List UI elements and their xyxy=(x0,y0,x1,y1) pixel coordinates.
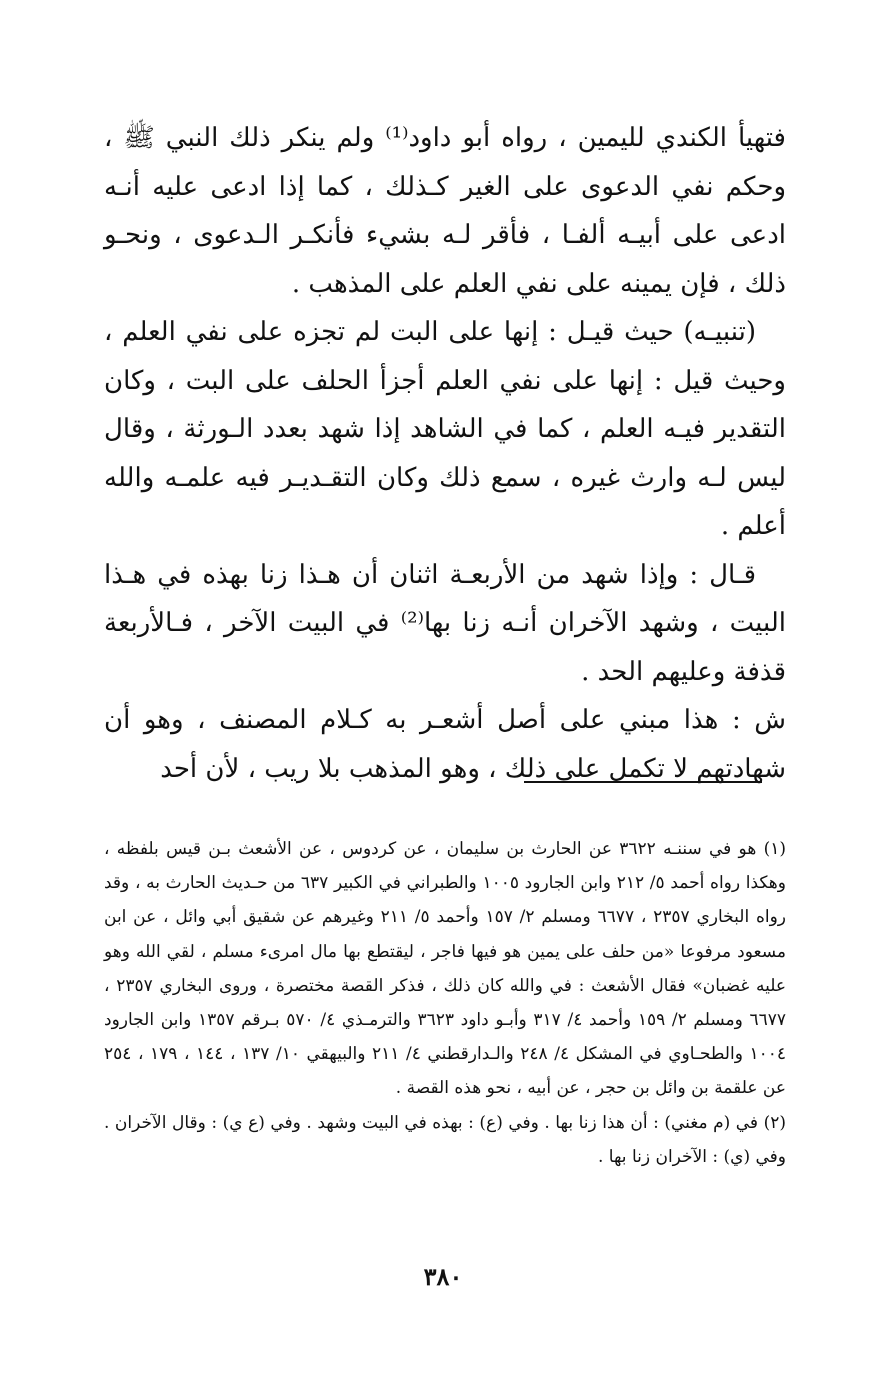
footnote-separator xyxy=(524,781,762,783)
footnotes xyxy=(104,832,786,1174)
page-number: ٣٨٠ xyxy=(423,1262,463,1291)
main-text xyxy=(104,114,786,793)
body-paragraph-3: قـال : وإذا شهد من الأربعـة اثنان أن هـذا زنا بهذه في هـذا البيت ، وشهد الآخران أنـه زنا بها⁽²⁾ في البيت الآخر ، فـالأربعة قذفة وعليهم الحد . xyxy=(104,559,787,687)
footnote-2: (٢) في (م مغني) : أن هذا زنا بها . وفي (ع) : بهذه في البيت وشهد . وفي (ع ي) : وقال الآخران . وفي (ي) : الآخران زنا بها . xyxy=(104,1112,786,1167)
footnote-1: (١) هو في سننـه ٣٦٢٢ عن الحارث بن سليمان ، عن كردوس ، عن الأشعث بـن قيس بلفظه ، وهكذا رواه أحمد ٥/ ٢١٢ وابن الجارود ١٠٠٥ والطبراني في الكبير ٦٣٧ من حـديث الحارث به ، وقد رواه البخاري ٢٣٥٧ ، ٦٦٧٧ ومسلم ٢/ ١٥٧ وأحمد ٥/ ٢١١ وغيرهم عن شقيق أبي وائل ، عن ابن مسعود مرفوعا «من حلف على يمين هو فيها فاجر ، ليقتطع بها مال امرىء مسلم ، لقي الله وهو عليه غضبان» فقال الأشعث : في والله كان ذلك ، فذكر القصة مختصرة ، وروى البخاري ٢٣٥٧ ، ٦٦٧٧ ومسلم ٢/ ١٥٩ وأحمد ٤/ ٣١٧ وأبـو داود ٣٦٢٣ والترمـذي ٤/ ٥٧٠ بـرقم ١٣٥٧ وابن الجارود ١٠٠٤ والطحـاوي في المشكل ٤/ ٢٤٨ والـدارقطني ٤/ ٢١١ والبيهقي ١٠/ ١٣٧ ، ١٤٤ ، ١٧٩ ، ٢٥٤ عن علقمة بن وائل بن حجر ، عن أبيه ، نحو هذه القصة . xyxy=(104,839,787,1099)
body-paragraph-2: (تنبيـه) حيث قيـل : إنها على البت لم تجزه على نفي العلم ، وحيث قيل : إنها على نفي العلم أجزأ الحلف على البت ، وكان التقدير فيـه العلم ، كما في الشاهد إذا شهد بعدد الـورثة ، وقال ليس لـه وارث غيره ، سمع ذلك وكان التقـديـر فيه علمـه والله أعلم . xyxy=(104,317,786,541)
body-paragraph-1: فتهيأ الكندي لليمين ، رواه أبو داود⁽¹⁾ ولم ينكر ذلك النبي ﷺ ، وحكم نفي الدعوى على الغير كـذلك ، كما إذا ادعى عليه أنـه ادعى على أبيـه ألفـا ، فأقر لـه بشيء فأنكـر الـدعوى ، ونحـو ذلك ، فإن يمينه على نفي العلم على المذهب . xyxy=(104,123,786,299)
body-paragraph-4: ش : هذا مبني على أصل أشعـر به كـلام المصنف ، وهو أن شهادتهم لا تكمل على ذلك ، وهو المذهب بلا ريب ، لأن أحد xyxy=(104,705,786,784)
